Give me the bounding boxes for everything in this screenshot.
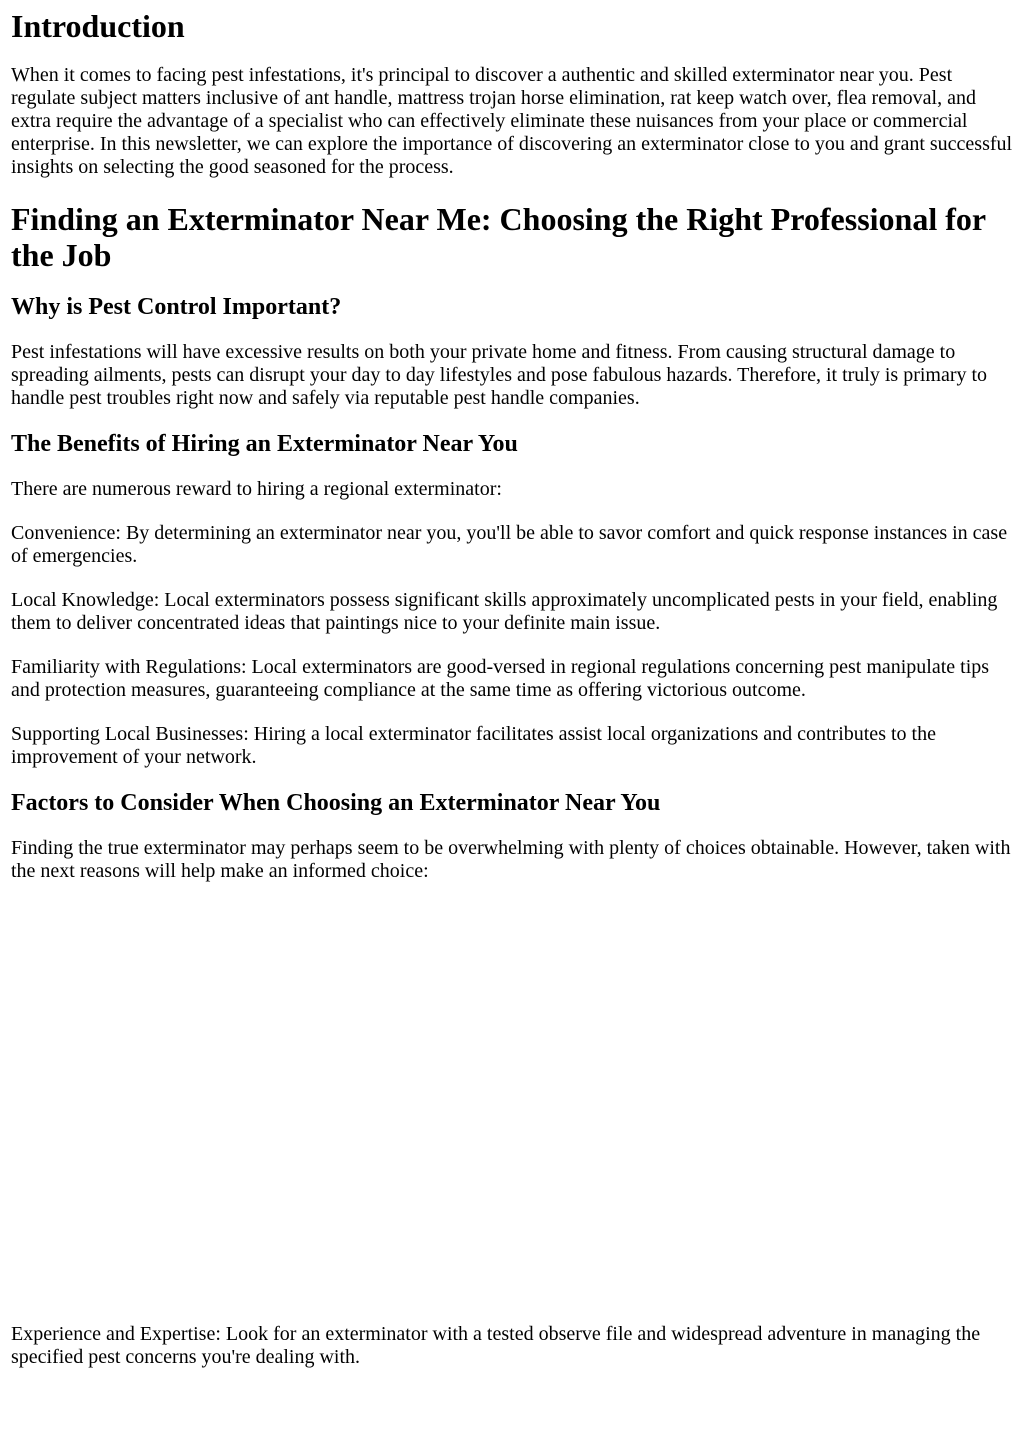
blank-image-area [11,883,1013,1323]
section-heading-benefits: The Benefits of Hiring an Exterminator Near You [11,431,518,457]
paragraph: Local Knowledge: Local exterminators possess significant skills approximately uncomplicated pests in your field, enabling them to deliver concentrated ideas that paintings nice to your definite main issue. [11,589,998,634]
paragraph: Familiarity with Regulations: Local exterminators are good-versed in regional regulations concerning pest manipulate tips and protection measures, guaranteeing compliance at the same time as offering victorious outcome. [11,656,990,701]
paragraph: Finding the true exterminator may perhaps seem to be overwhelming with plenty of choices obtainable. However, taken with the next reasons will help make an informed choice: [11,837,1011,882]
paragraph: There are numerous reward to hiring a regional exterminator: [11,478,502,500]
paragraph: Pest infestations will have excessive results on both your private home and fitness. From causing structural damage to spreading ailments, pests can disrupt your day to day lifestyles and pose fabulous hazards. Therefore, it truly is primary to handle pest troubles right now and safely via reputable pest handle companies. [11,341,988,409]
article [0,8,1024,1369]
intro-paragraph: When it comes to facing pest infestations, it's principal to discover a authentic and skilled exterminator near you. Pest regulate subject matters inclusive of ant handle, mattress trojan horse elimination, rat keep watch over, flea removal, and extra require the advantage of a specialist who can effectively eliminate these nuisances from your place or commercial enterprise. In this newsletter, we can explore the importance of discovering an exterminator close to you and grant successful insights on selecting the good seasoned for the process. [11,64,1013,178]
section-heading-factors: Factors to Consider When Choosing an Exterminator Near You [11,790,661,816]
paragraph: Supporting Local Businesses: Hiring a local exterminator facilitates assist local organizations and contributes to the improvement of your network. [11,723,936,768]
main-heading: Finding an Exterminator Near Me: Choosing the Right Professional for the Job [11,201,986,273]
paragraph: Experience and Expertise: Look for an exterminator with a tested observe file and widespread adventure in managing the specified pest concerns you're dealing with. [11,1323,981,1368]
paragraph: Convenience: By determining an exterminator near you, you'll be able to savor comfort and quick response instances in case of emergencies. [11,522,1008,567]
section-heading-pest-control: Why is Pest Control Important? [11,294,342,320]
intro-heading: Introduction [11,8,185,44]
